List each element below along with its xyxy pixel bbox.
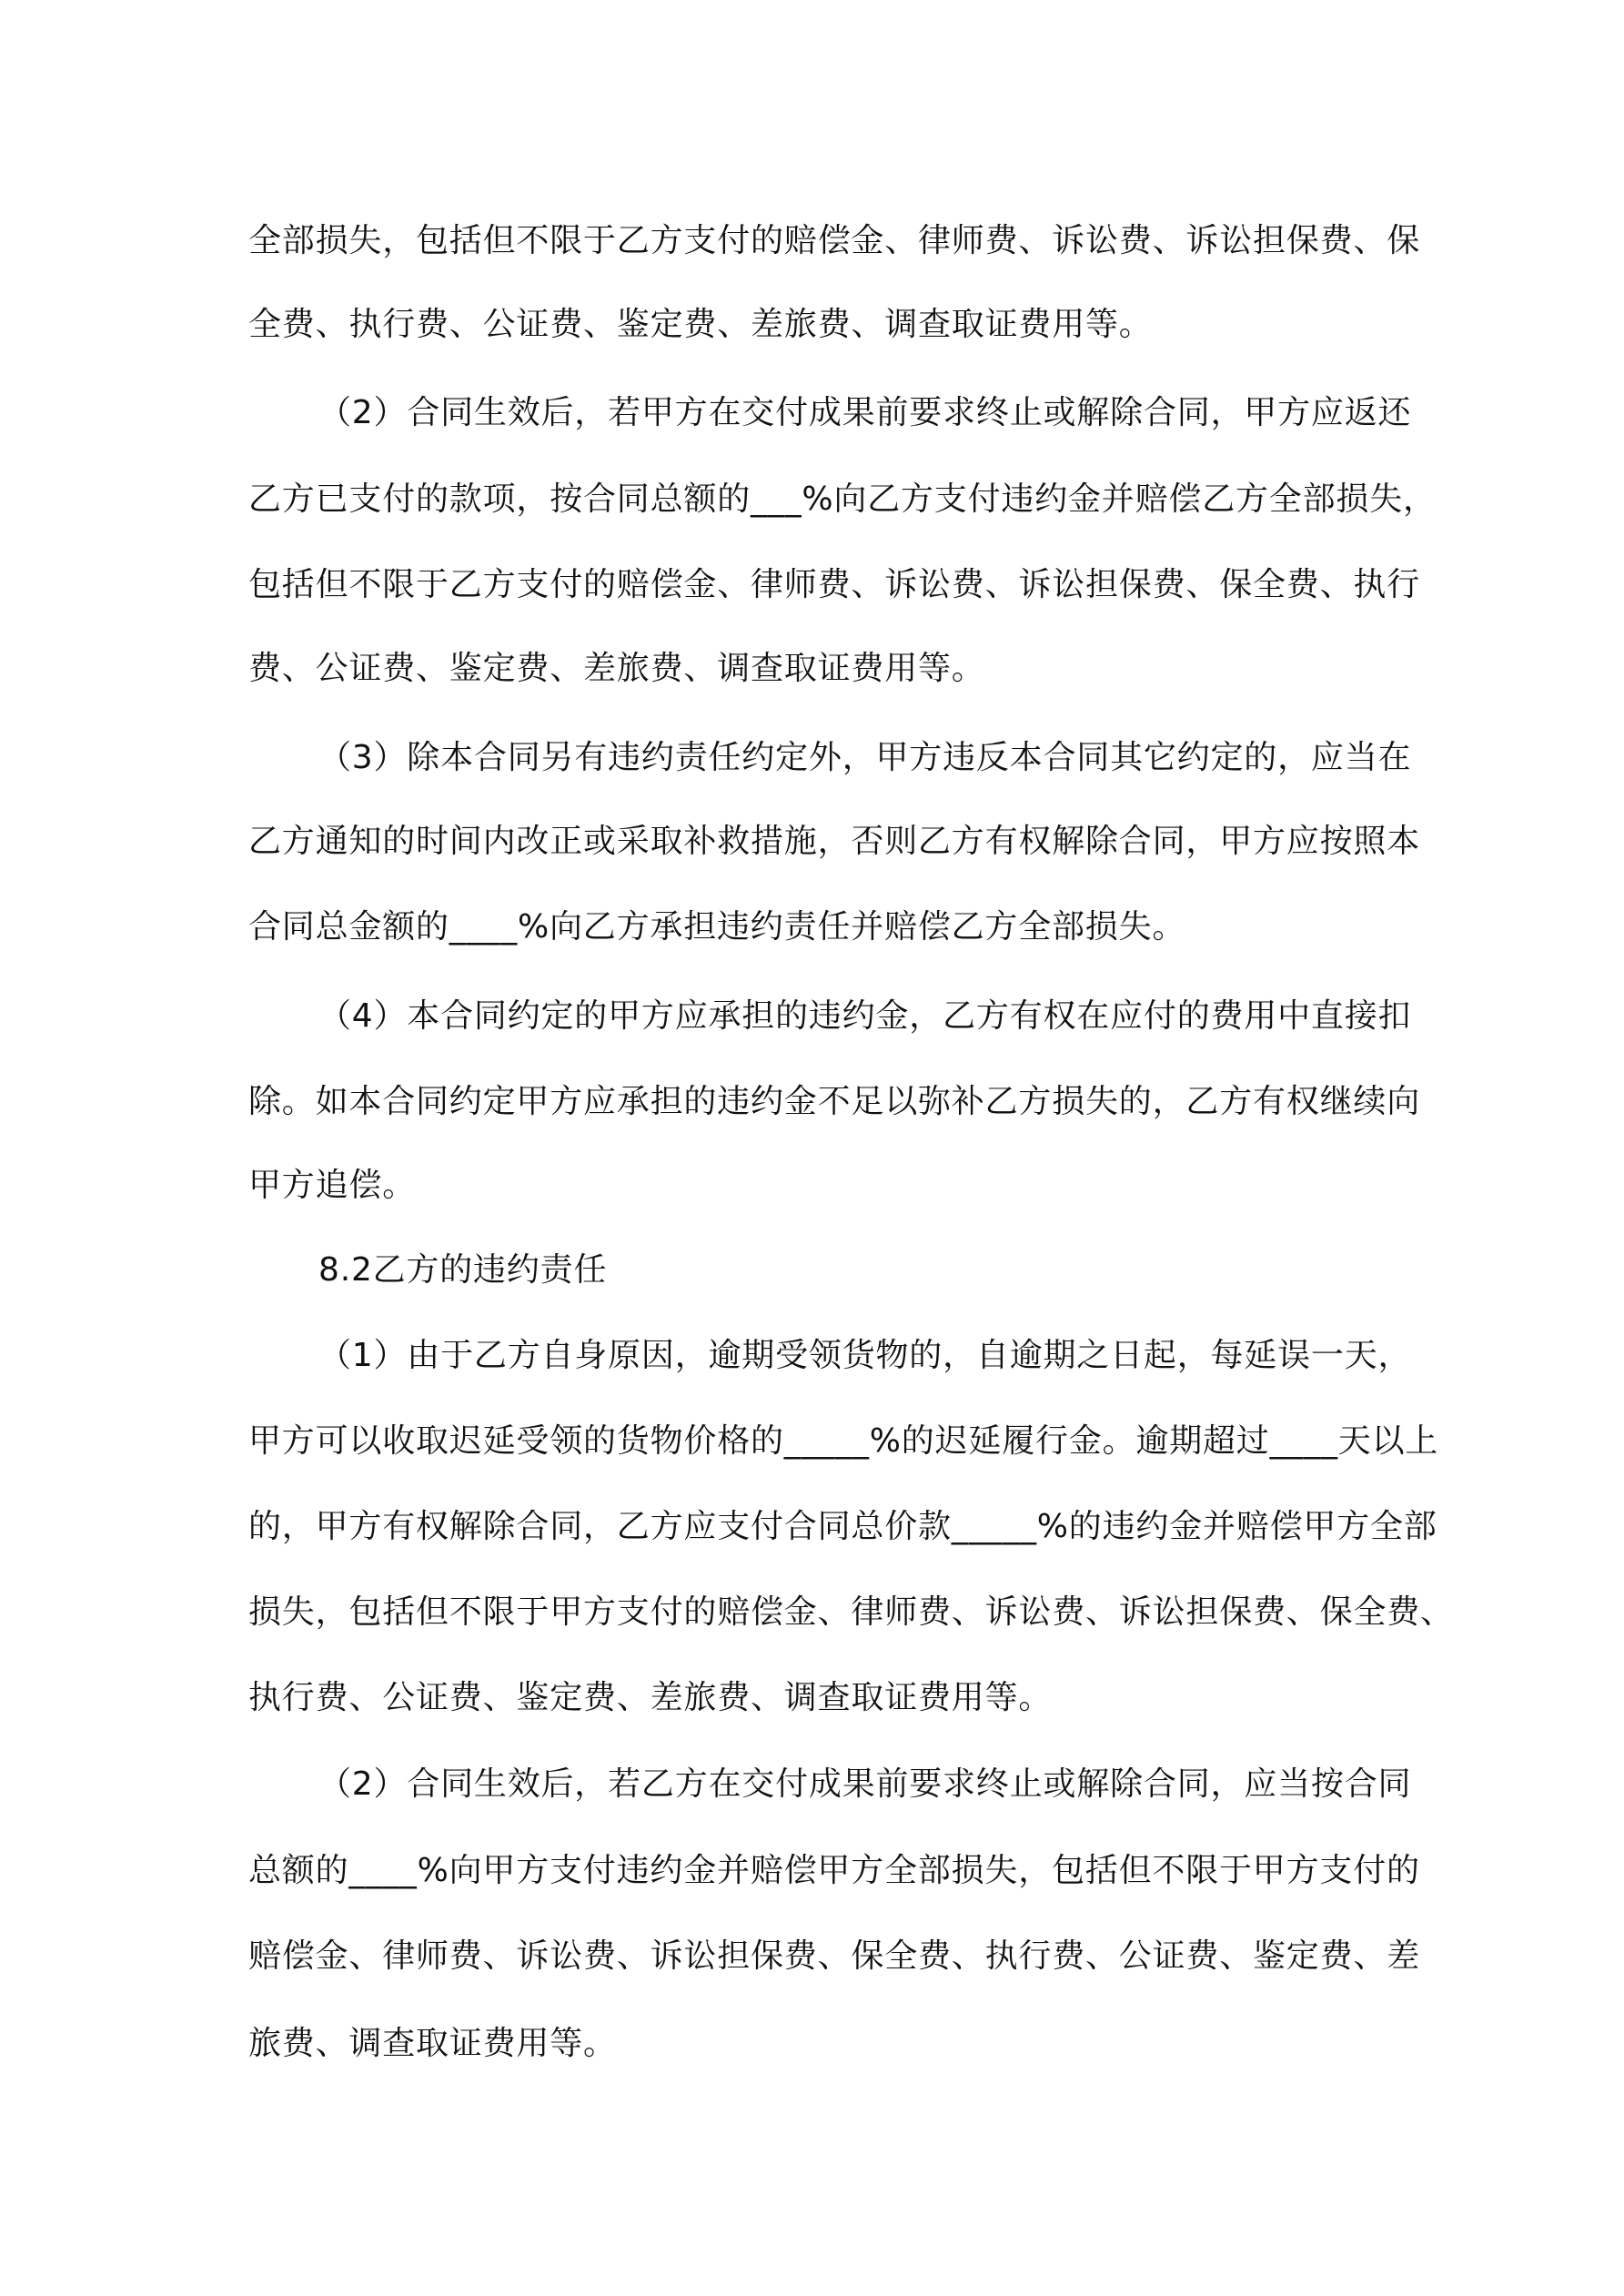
text-line: （4）本合同约定的甲方应承担的违约金，乙方有权在应付的费用中直接扣 (318, 997, 1412, 1035)
section-heading: 8.2乙方的违约责任 (318, 1251, 608, 1289)
text-line: 费、公证费、鉴定费、差旅费、调查取证费用等。 (248, 650, 985, 687)
text-line: （2）合同生效后，若乙方在交付成果前要求终止或解除合同，应当按合同 (318, 1765, 1412, 1803)
text-line: 甲方追偿。 (248, 1167, 417, 1204)
text-line: 合同总金额的____%向乙方承担违约责任并赔偿乙方全部损失。 (248, 908, 1186, 946)
text-line: （2）合同生效后，若甲方在交付成果前要求终止或解除合同，甲方应返还 (318, 394, 1412, 431)
text-line: 赔偿金、律师费、诉讼费、诉讼担保费、保全费、执行费、公证费、鉴定费、差 (248, 1937, 1421, 1975)
text-line: 乙方已支付的款项，按合同总额的___%向乙方支付违约金并赔偿乙方全部损失， (248, 480, 1437, 518)
text-line: 旅费、调查取证费用等。 (248, 2025, 617, 2062)
text-line: 执行费、公证费、鉴定费、差旅费、调查取证费用等。 (248, 1679, 1053, 1716)
text-line: 甲方可以收取迟延受领的货物价格的_____%的迟延履行金。逾期超过____天以上 (248, 1422, 1439, 1460)
text-line: 损失，包括但不限于甲方支付的赔偿金、律师费、诉讼费、诉讼担保费、保全费、 (248, 1593, 1454, 1631)
text-line: 乙方通知的时间内改正或采取补救措施，否则乙方有权解除合同，甲方应按照本 (248, 823, 1421, 860)
text-line: （1）由于乙方自身原因，逾期受领货物的，自逾期之日起，每延误一天， (318, 1337, 1412, 1374)
text-line: 总额的____%向甲方支付违约金并赔偿甲方全部损失，包括但不限于甲方支付的 (248, 1852, 1420, 1889)
text-line: （3）除本合同另有违约责任约定外，甲方违反本合同其它约定的，应当在 (318, 739, 1412, 776)
text-line: 的，甲方有权解除合同，乙方应支付合同总价款_____%的违约金并赔偿甲方全部 (248, 1508, 1437, 1545)
text-line: 除。如本合同约定甲方应承担的违约金不足以弥补乙方损失的，乙方有权继续向 (248, 1083, 1421, 1120)
text-line: 全部损失，包括但不限于乙方支付的赔偿金、律师费、诉讼费、诉讼担保费、保 (248, 222, 1421, 259)
text-line: 包括但不限于乙方支付的赔偿金、律师费、诉讼费、诉讼担保费、保全费、执行 (248, 566, 1421, 603)
text-line: 全费、执行费、公证费、鉴定费、差旅费、调查取证费用等。 (248, 306, 1153, 343)
